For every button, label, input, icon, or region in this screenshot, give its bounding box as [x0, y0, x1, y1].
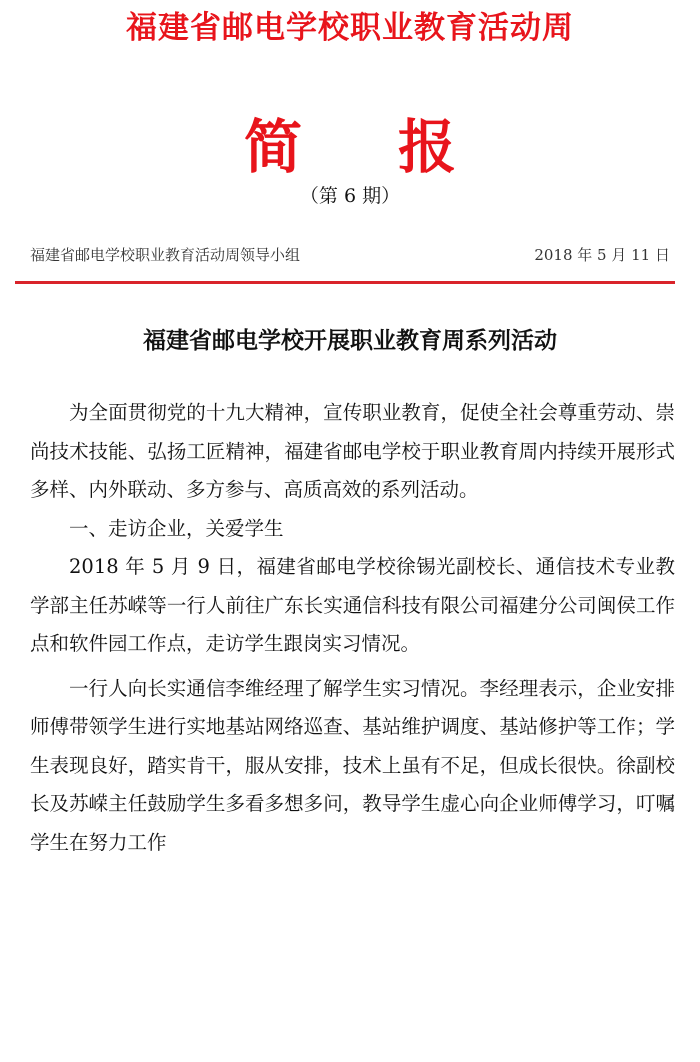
paragraph-feedback: 一行人向长实通信李维经理了解学生实习情况。李经理表示，企业安排师傅带领学生进行实地基站网络巡查、基站维护调度、基站修护等工作；学生表现良好，踏实肯干，服从安排，技术上虽有不足，但成长很快。徐副校长及苏嵘主任鼓励学生多看多想多问，教导学生虚心向企业师傅学习，叮嘱学生在努力工作 — [30, 676, 675, 854]
org-title: 福建省邮电学校职业教育活动周 — [126, 10, 574, 46]
paragraph-intro: 为全面贯彻党的十九大精神，宣传职业教育，促使全社会尊重劳动、崇尚技术技能、弘扬工匠精神，福建省邮电学校于职业教育周内持续开展形式多样、内外联动、多方参与、高质高效的系列活动。 — [30, 401, 675, 501]
paragraph-visit: 2018 年 5 月 9 日，福建省邮电学校徐锡光副校长、通信技术专业教学部主任苏嵘等一行人前往广东长实通信科技有限公司福建分公司闽侯工作点和软件园工作点，走访学生跟岗实习情况。 — [30, 555, 675, 655]
issue-number: （第 6 期） — [299, 185, 401, 207]
issue-date: 2018 年 5 月 11 日 — [534, 246, 670, 264]
issuer: 福建省邮电学校职业教育活动周领导小组 — [30, 246, 301, 264]
article-body — [30, 394, 675, 862]
article-headline: 福建省邮电学校开展职业教育周系列活动 — [143, 327, 557, 354]
header-divider — [15, 281, 675, 284]
brief-title: 简报 — [243, 113, 552, 181]
section-heading: 一、走访企业，关爱学生 — [69, 516, 284, 540]
